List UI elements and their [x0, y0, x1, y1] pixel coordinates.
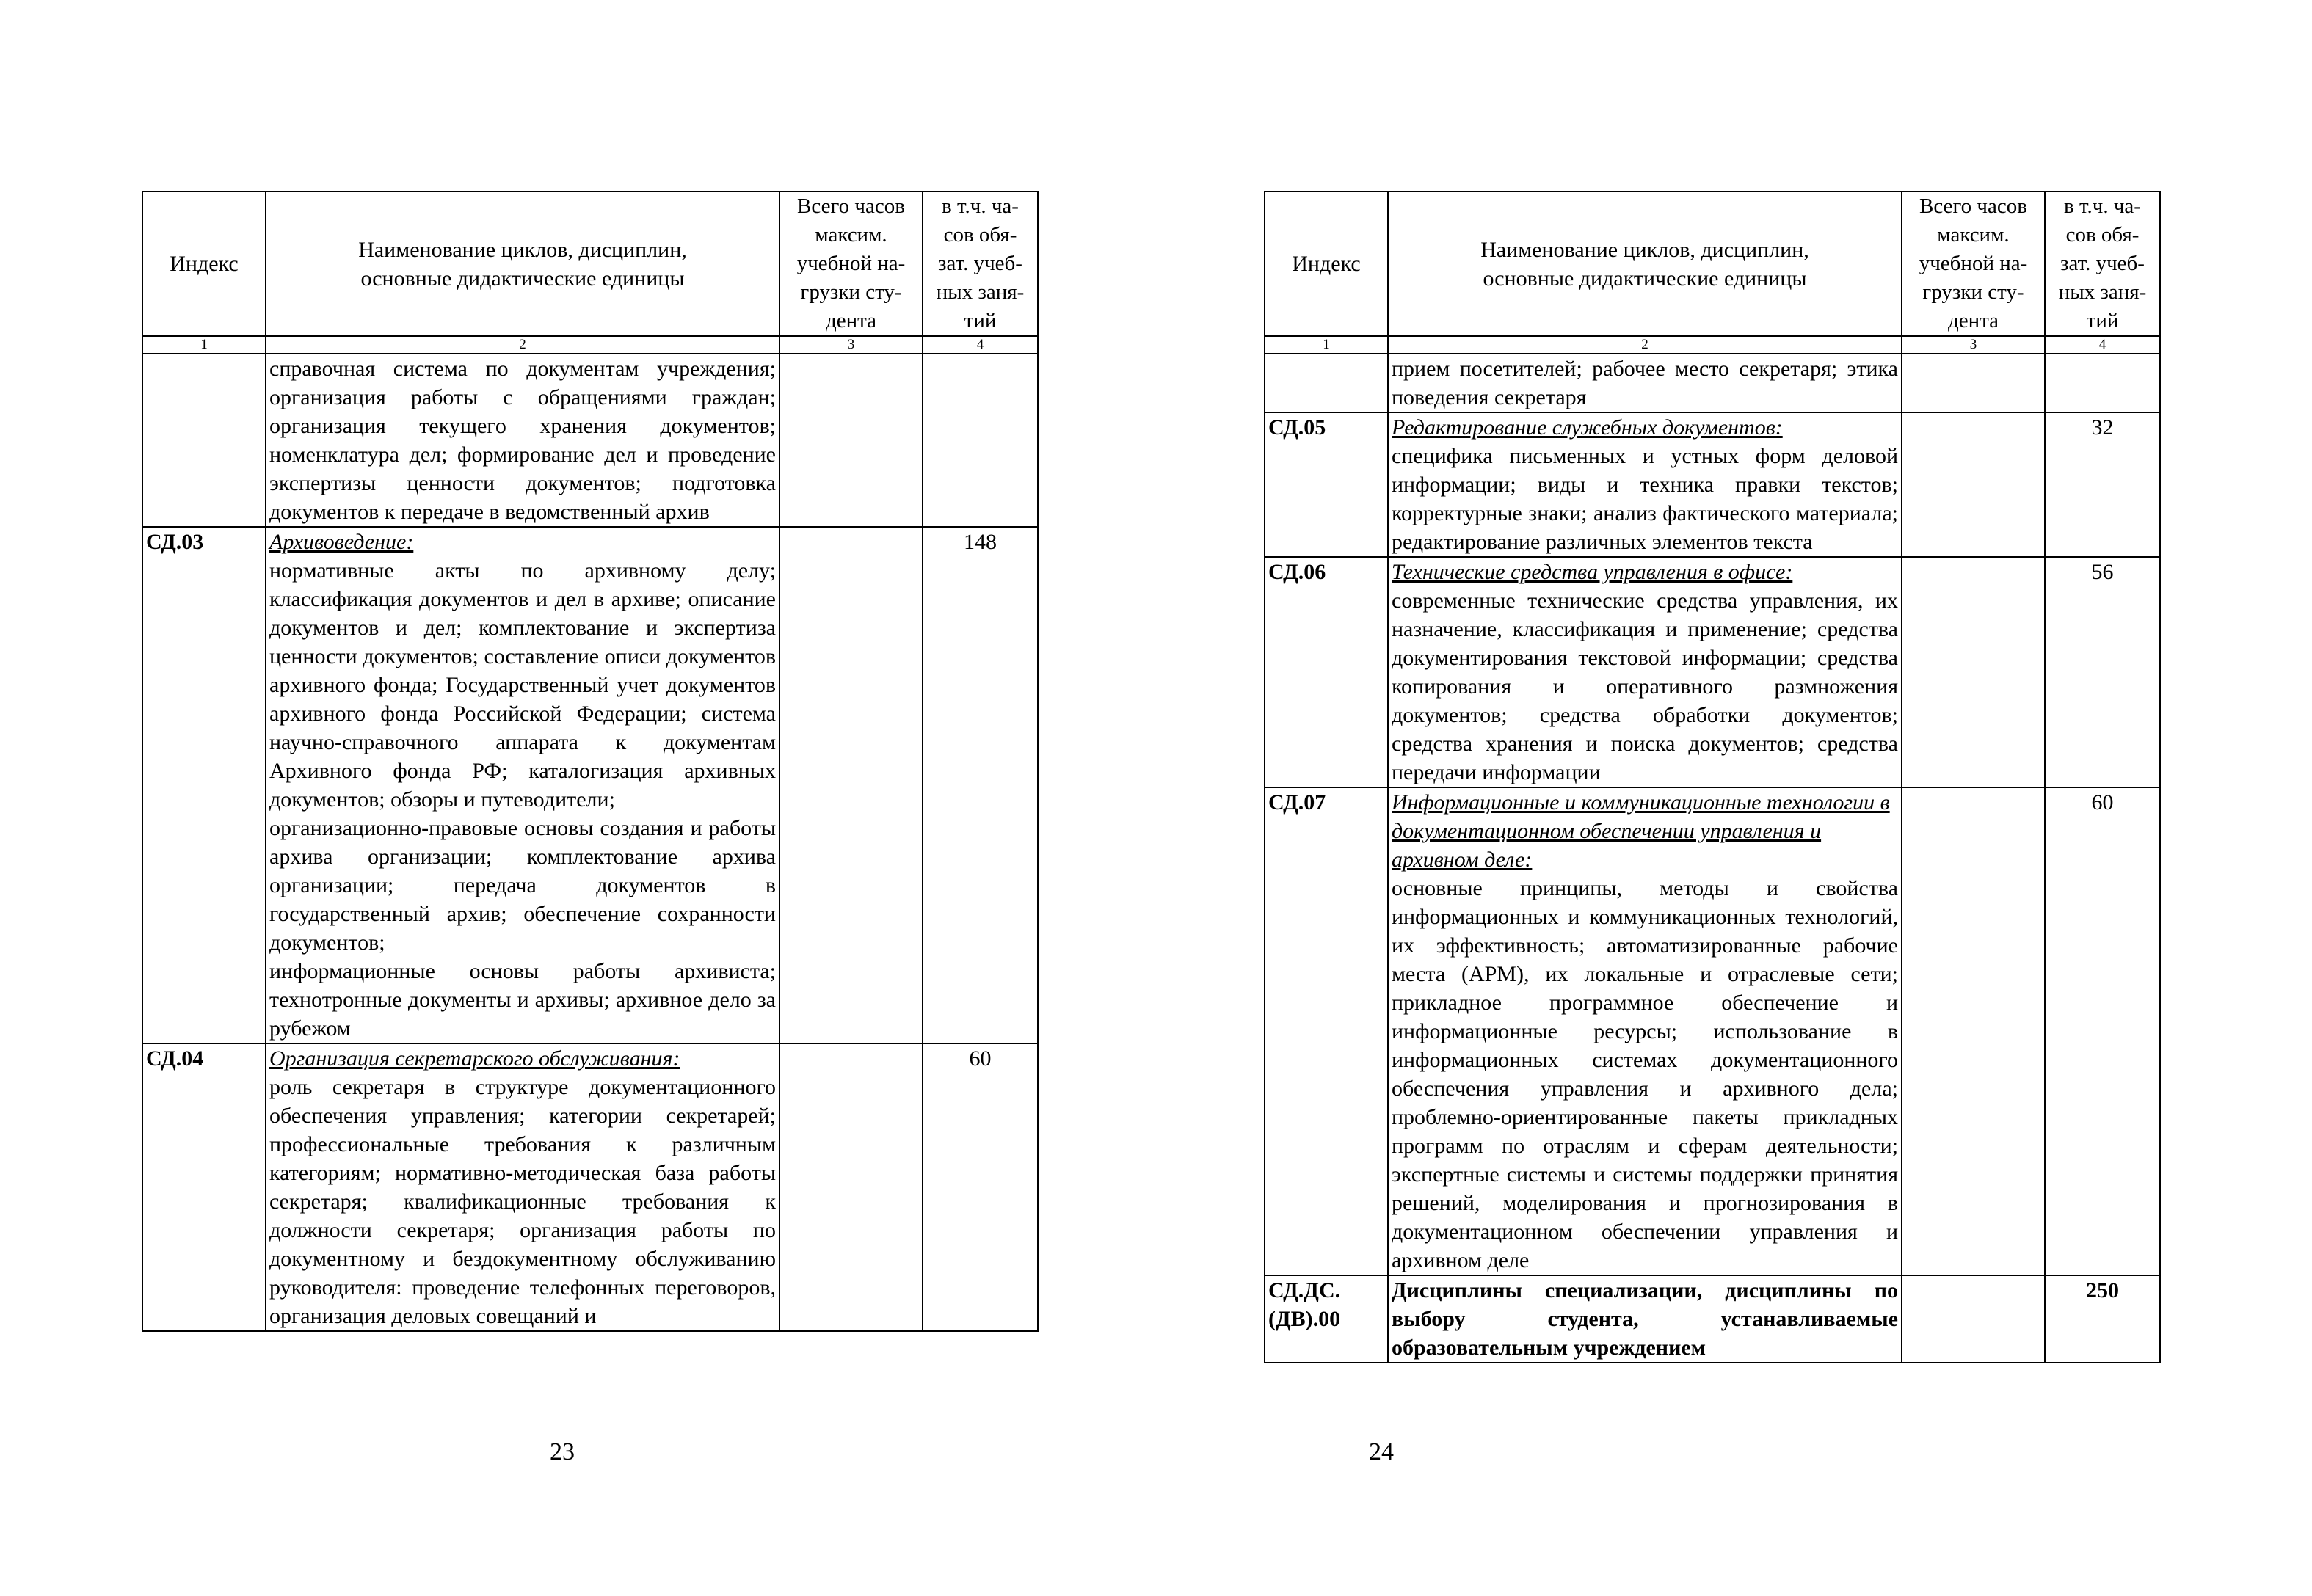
row-total-hours [779, 354, 923, 527]
header-index: Индекс [142, 192, 266, 336]
table-header-row [142, 192, 1038, 336]
table-row [142, 354, 1038, 527]
row-content [266, 527, 779, 1043]
column-number-3: 3 [1902, 336, 2045, 354]
row-index: СД.06 [1265, 557, 1388, 787]
row-total-hours [1902, 787, 2045, 1275]
header-required-hours: в т.ч. ча- сов обя- зат. учеб- ных заня- тий [923, 192, 1038, 336]
column-number-row [142, 336, 1038, 354]
table-row [142, 1043, 1038, 1331]
row-index: СД.07 [1265, 787, 1388, 1275]
table-row [142, 527, 1038, 1043]
discipline-text: роль секретаря в структуре документационного обеспечения управления; категории секретарей; профессиональные требования к различным категориям; нормативно-методическая база работы секретаря; квалификационные требования к должности секретаря; организация работы по документному и бездокументному обслуживанию руководителя: проведение телефонных переговоров, организация деловых совещаний и [269, 1075, 776, 1328]
curriculum-table-right [1264, 191, 2161, 1363]
curriculum-table-left [142, 191, 1039, 1332]
row-index: СД.ДС. (ДВ).00 [1265, 1275, 1388, 1363]
discipline-title: Информационные и коммуникационные технологии в документационном обеспечении управления и архивном деле: [1392, 790, 1890, 872]
column-number-row [1265, 336, 2160, 354]
row-content [266, 1043, 779, 1331]
row-content [1388, 412, 1902, 557]
header-total-hours: Всего часов максим. учебной на- грузки сту- дента [1902, 192, 2045, 336]
row-required-hours [923, 354, 1038, 527]
discipline-text: основные принципы, методы и свойства информационных и коммуникационных технологий, их эффективность; автоматизированные рабочие места (АРМ), их локальные и отраслевые сети; прикладное программное обеспечение и информационные ресурсы; использование в информационных системах документационного обеспечения управления и архивного дела; проблемно-ориентированные пакеты прикладных программ по отраслям и сферам деятельности; экспертные системы и системы поддержки принятия решений, моделирования и прогнозирования в документационном обеспечении управления и архивном деле [1392, 876, 1898, 1272]
page-number: 23 [550, 1438, 575, 1465]
row-required-hours: 60 [2045, 787, 2160, 1275]
header-required-hours: в т.ч. ча- сов обя- зат. учеб- ных заня- тий [2045, 192, 2160, 336]
discipline-title: Архивоведение: [269, 530, 414, 554]
column-number-3: 3 [779, 336, 923, 354]
table-row [1265, 1275, 2160, 1363]
row-index [1265, 354, 1388, 412]
column-number-1: 1 [1265, 336, 1388, 354]
row-index [142, 354, 266, 527]
discipline-title: Технические средства управления в офисе: [1392, 560, 1793, 584]
row-total-hours [779, 1043, 923, 1331]
row-content: справочная система по документам учреждения; организация работы с обращениями граждан; организация текущего хранения документов; номенклатура дел; формирование дел и проведение экспертизы ценности документов; подготовка документов к передаче в ведомственный архив [266, 354, 779, 527]
discipline-text: нормативные акты по архивному делу; классификация документов и дел в архиве; описание документов и дел; комплектование и экспертиза ценности документов; составление описи документов архивного фонда; Государственный учет документов архивного фонда Российской Федерации; система научно-справочного аппарата к документам Архивного фонда РФ; каталогизация архивных документов; обзоры и путеводители; [269, 558, 776, 812]
row-required-hours: 250 [2045, 1275, 2160, 1363]
header-name: Наименование циклов, дисциплин, основные дидактические единицы [266, 192, 779, 336]
row-index: СД.04 [142, 1043, 266, 1331]
discipline-title: Редактирование служебных документов: [1392, 415, 1783, 440]
row-total-hours [1902, 557, 2045, 787]
table-row [1265, 787, 2160, 1275]
row-total-hours [1902, 412, 2045, 557]
column-number-4: 4 [923, 336, 1038, 354]
column-number-2: 2 [266, 336, 779, 354]
header-name: Наименование циклов, дисциплин, основные дидактические единицы [1388, 192, 1902, 336]
page-number: 24 [1369, 1438, 1394, 1465]
discipline-text: информационные основы работы архивиста; технотронные документы и архивы; архивное дело за рубежом [269, 959, 776, 1041]
row-required-hours: 56 [2045, 557, 2160, 787]
column-number-4: 4 [2045, 336, 2160, 354]
header-total-hours: Всего часов максим. учебной на- грузки сту- дента [779, 192, 923, 336]
row-content [1388, 787, 1902, 1275]
header-index: Индекс [1265, 192, 1388, 336]
table-row [1265, 412, 2160, 557]
discipline-text: современные технические средства управления, их назначение, классификация и применение; средства документирования текстовой информации; средства копирования и оперативного размножения документов; средства обработки документов; средства хранения и поиска документов; средства передачи информации [1392, 589, 1898, 784]
page-right [1156, 0, 2312, 1596]
row-index: СД.03 [142, 527, 266, 1043]
row-required-hours [2045, 354, 2160, 412]
row-required-hours: 60 [923, 1043, 1038, 1331]
row-total-hours [1902, 354, 2045, 412]
table-row [1265, 557, 2160, 787]
row-total-hours [1902, 1275, 2045, 1363]
discipline-text: организационно-правовые основы создания и работы архива организации; комплектование архива организации; передача документов в государственный архив; обеспечение сохранности документов; [269, 816, 776, 955]
row-required-hours: 32 [2045, 412, 2160, 557]
row-required-hours: 148 [923, 527, 1038, 1043]
column-number-1: 1 [142, 336, 266, 354]
row-content [1388, 557, 1902, 787]
table-row [1265, 354, 2160, 412]
discipline-title: Организация секретарского обслуживания: [269, 1046, 680, 1071]
discipline-text: специфика письменных и устных форм деловой информации; виды и техника правки текстов; корректурные знаки; анализ фактического материала; редактирование различных элементов текста [1392, 444, 1898, 554]
column-number-2: 2 [1388, 336, 1902, 354]
row-content: прием посетителей; рабочее место секретаря; этика поведения секретаря [1388, 354, 1902, 412]
row-content: Дисциплины специализации, дисциплины по выбору студента, устанавливаемые образовательным учреждением [1388, 1275, 1902, 1363]
table-header-row [1265, 192, 2160, 336]
row-index: СД.05 [1265, 412, 1388, 557]
row-total-hours [779, 527, 923, 1043]
